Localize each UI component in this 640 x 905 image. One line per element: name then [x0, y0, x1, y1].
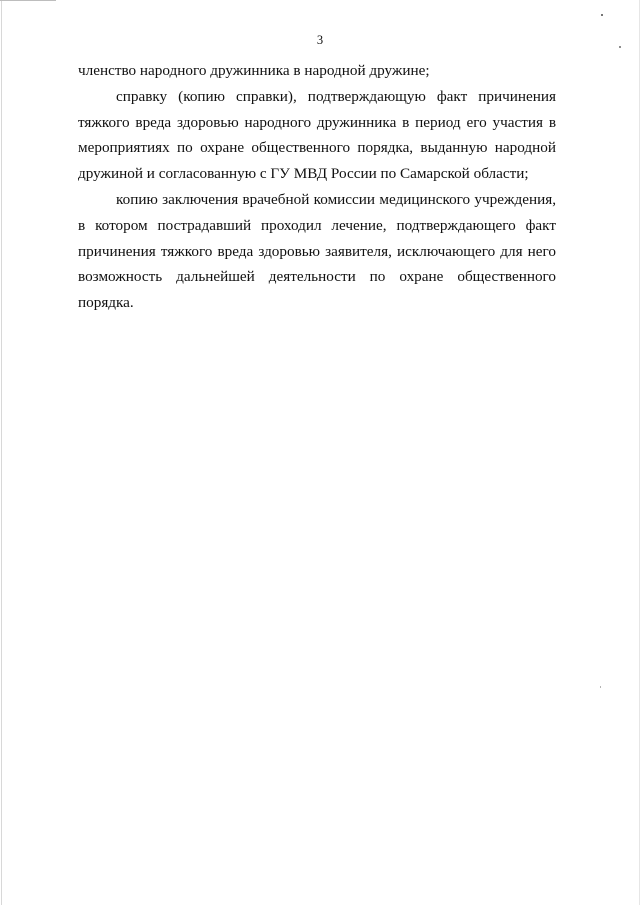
scan-speck	[601, 14, 603, 16]
scan-edge-top	[0, 0, 56, 1]
page-number: 3	[316, 33, 324, 47]
document-body	[78, 58, 556, 316]
paragraph-certificate: справку (копию справки), подтверждающую факт причинения тяжкого вреда здоровью народного дружинника в период его участия в мероприятиях по охране общественного порядка, выданную народной дружиной и согласованную с ГУ МВД России по Самарской области;	[78, 87, 556, 183]
paragraph-membership: членство народного дружинника в народной дружине;	[78, 62, 430, 79]
paragraph-medical-conclusion: копию заключения врачебной комиссии медицинского учреждения, в котором пострадавший проходил лечение, подтверждающего факт причинения тяжкого вреда здоровью заявителя, исключающего для него возможность дальнейшей деятельности по охране общественного порядка.	[78, 190, 556, 312]
scan-edge-left	[1, 0, 2, 905]
scan-speck	[600, 686, 601, 688]
